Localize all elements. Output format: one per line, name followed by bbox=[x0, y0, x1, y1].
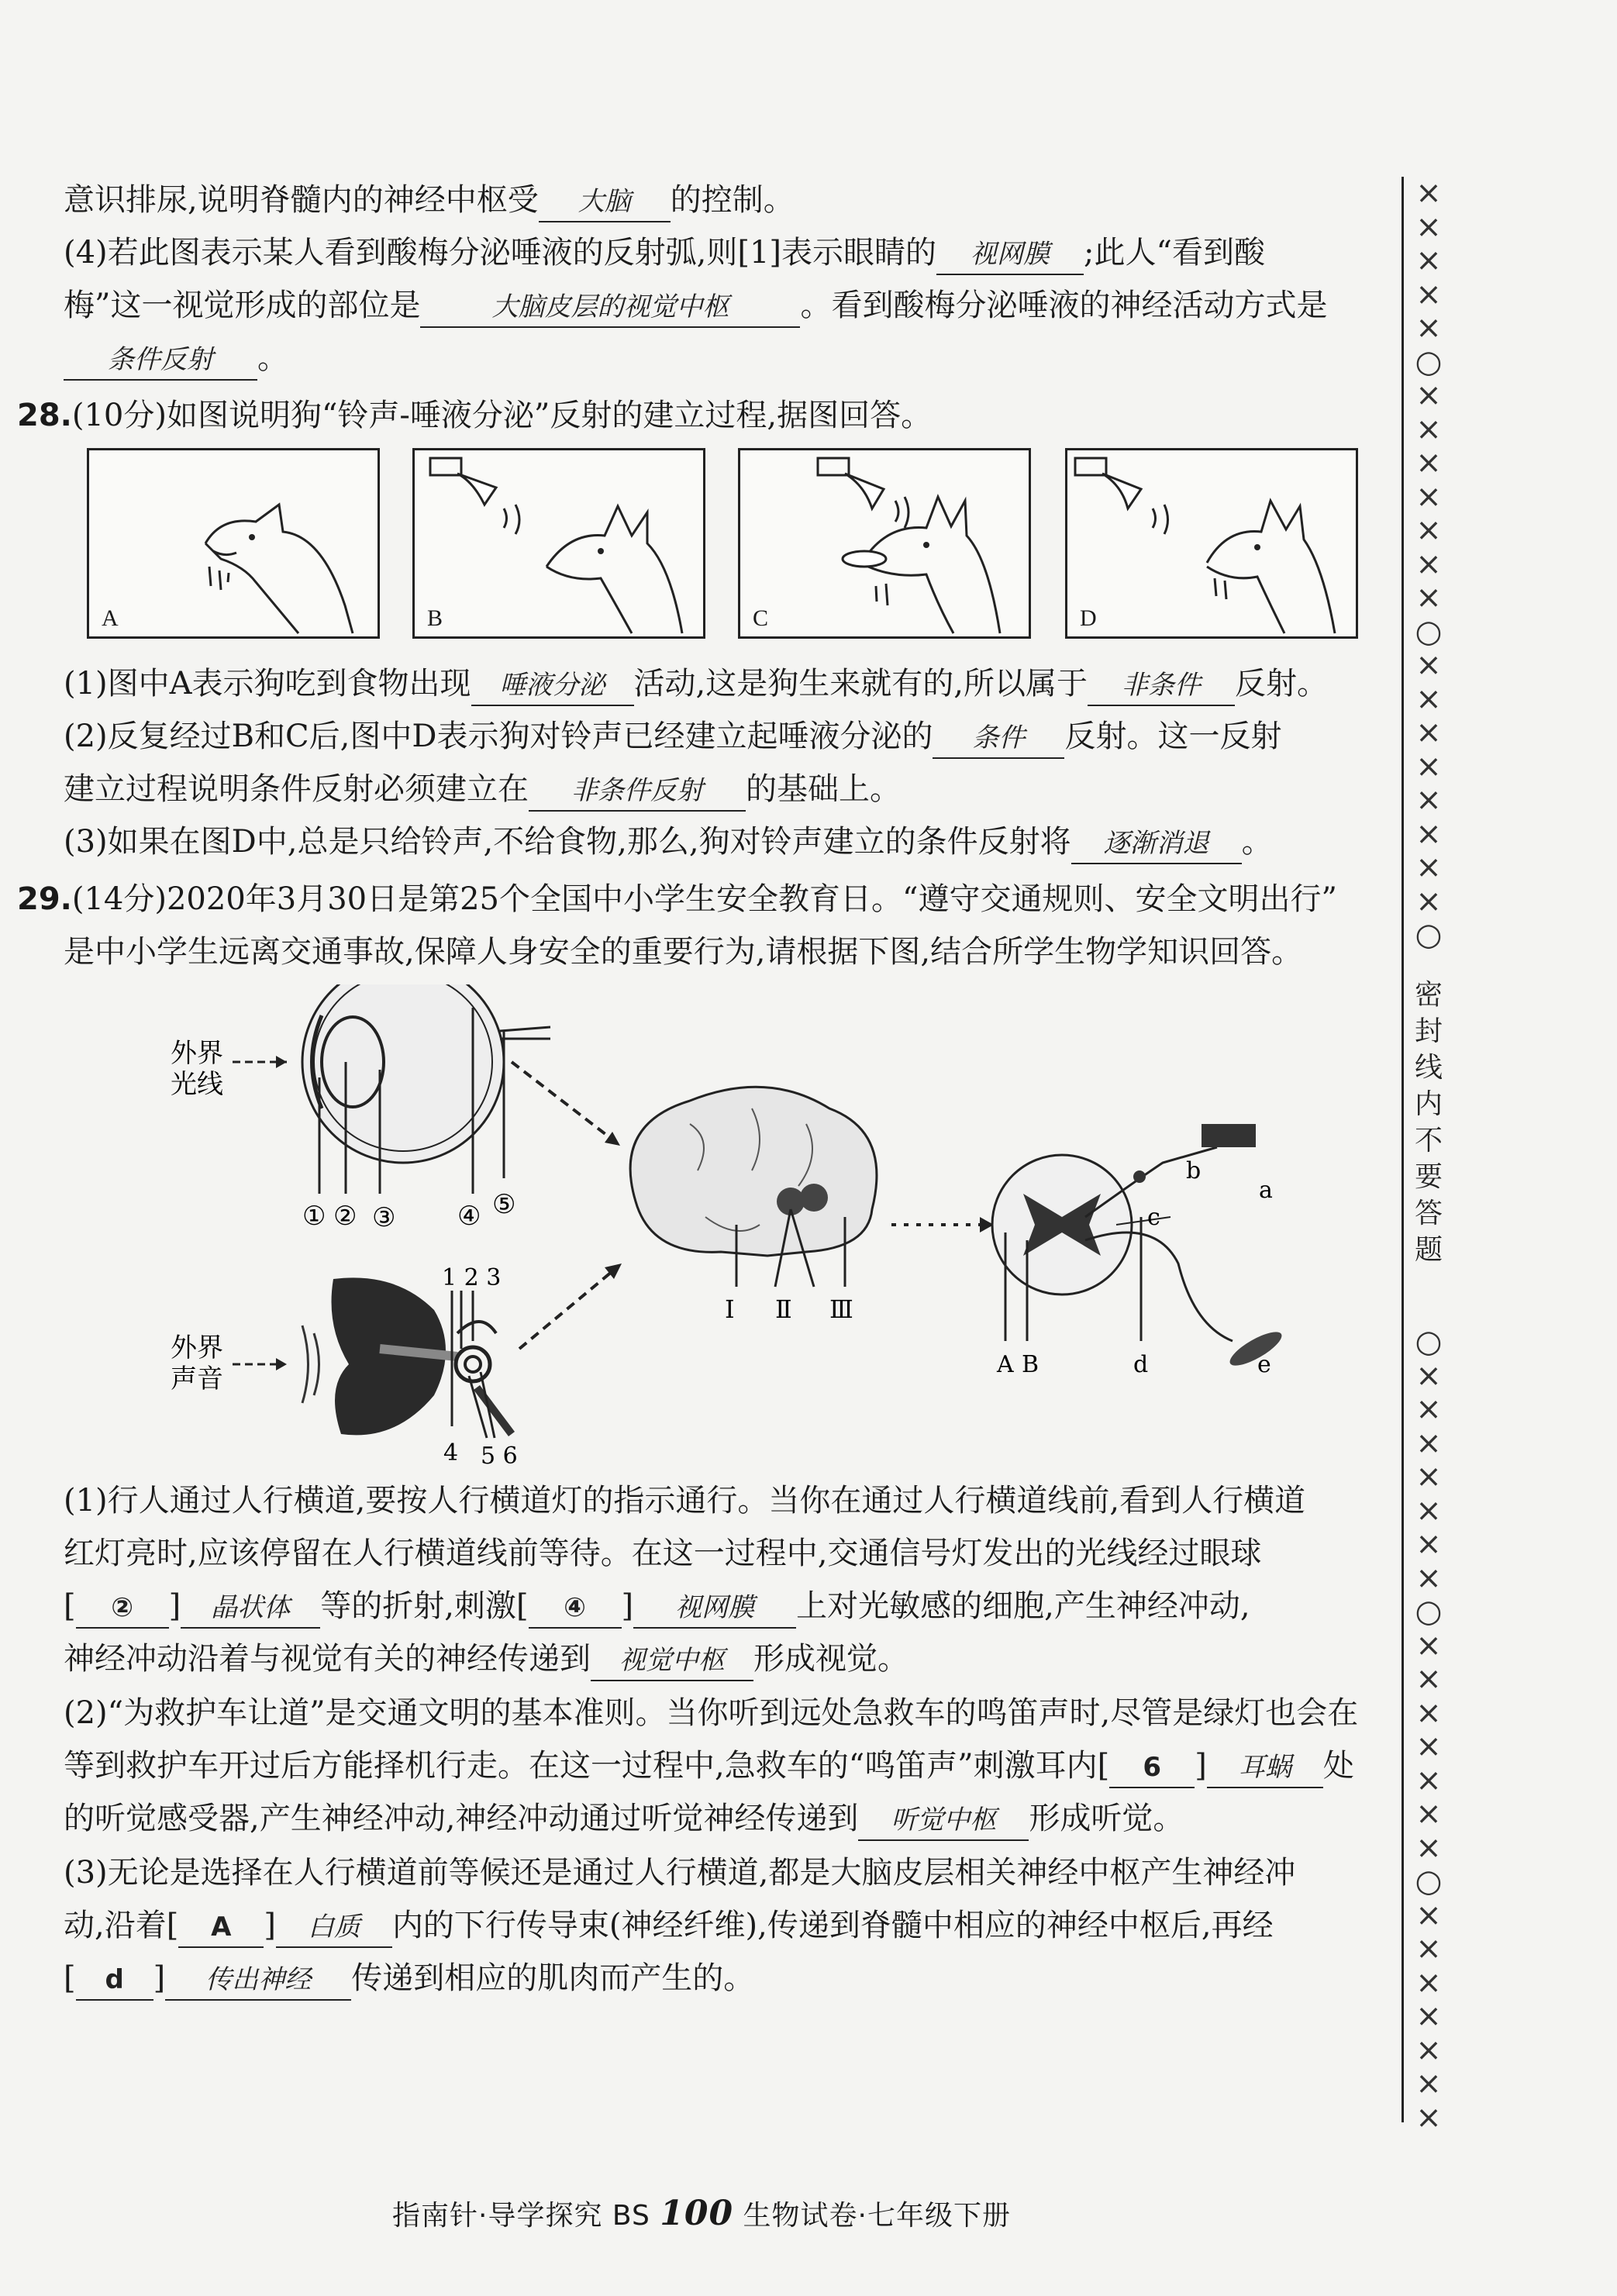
dog-eating-illustration bbox=[89, 450, 378, 636]
question-text: (14分)2020年3月30日是第25个全国中小学生安全教育日。“遵守交通规则、安全文明出行” bbox=[71, 881, 1337, 917]
line-text: 内的下行传导束(神经纤维),传递到脊髓中相应的神经中枢后,再经 bbox=[391, 1908, 1274, 1943]
sound-label: 声音 bbox=[171, 1363, 223, 1394]
eye-num: ④ bbox=[457, 1201, 481, 1232]
eye-part-numbers bbox=[302, 1189, 515, 1233]
line-text: 意识排尿,说明脊髓内的神经中枢受 bbox=[64, 182, 539, 218]
cord-label: c bbox=[1147, 1204, 1160, 1231]
answer-bracket: ④ bbox=[529, 1588, 622, 1629]
text-line bbox=[64, 1850, 1389, 1896]
answer-blank: 条件反射 bbox=[64, 340, 257, 381]
line-text: 上对光敏感的细胞,产生神经冲动, bbox=[796, 1588, 1250, 1624]
dog-panel-c bbox=[738, 448, 1031, 639]
eye-num: ② bbox=[333, 1201, 357, 1232]
dog-panel-b bbox=[412, 448, 705, 639]
text-line bbox=[64, 713, 1389, 760]
answer-bracket: 6 bbox=[1109, 1748, 1195, 1788]
panel-label: C bbox=[753, 605, 769, 631]
line-text: 。 bbox=[257, 340, 288, 376]
answer-blank: 非条件 bbox=[1088, 666, 1235, 706]
ear-top-numbers: 1 2 3 bbox=[442, 1264, 502, 1291]
answer-blank: 听觉中枢 bbox=[858, 1801, 1029, 1841]
line-text: 。 bbox=[1241, 824, 1273, 860]
line-text: 处 bbox=[1322, 1748, 1354, 1784]
eye-num: ① bbox=[302, 1201, 326, 1232]
text-line bbox=[64, 1795, 1389, 1842]
line-text: 反射。 bbox=[1234, 666, 1328, 702]
line-text: 形成视觉。 bbox=[753, 1641, 908, 1677]
line-text: 是中小学生远离交通事故,保障人身安全的重要行为,请根据下图,结合所学生物学知识回答。 bbox=[64, 934, 1303, 970]
line-text: 活动,这是狗生来就有的,所以属于 bbox=[633, 666, 1088, 702]
text-line: 等到救护车开过后方能择机行走。在这一过程中,急救车的“鸣笛声”刺激耳内[ 6 ] 耳蜗 处 bbox=[64, 1743, 1389, 1789]
line-text: 的听觉感受器,产生神经冲动,神经冲动通过听觉神经传递到 bbox=[64, 1801, 859, 1836]
brain-numbers bbox=[725, 1295, 853, 1324]
ear-num: 5 6 bbox=[481, 1443, 518, 1465]
panel-label: B bbox=[427, 605, 443, 631]
sense-pathway-diagram bbox=[147, 984, 1310, 1465]
brain-num: Ⅲ bbox=[829, 1295, 853, 1324]
panel-label: A bbox=[102, 605, 119, 631]
dog-bell-illustration bbox=[415, 450, 703, 636]
brain-num: Ⅰ bbox=[725, 1295, 735, 1324]
answer-blank: 视网膜 bbox=[633, 1588, 796, 1629]
eye-num: ③ bbox=[372, 1202, 396, 1233]
answer-bracket: d bbox=[76, 1960, 153, 2001]
answer-blank: 视网膜 bbox=[936, 235, 1084, 275]
answer-blank: 大脑 bbox=[539, 182, 671, 222]
light-label: 外界 bbox=[171, 1038, 223, 1069]
seal-marks-top: × × × × × ○ × × × × × × × ○ × × × × × × × × ○ bbox=[1415, 175, 1443, 953]
answer-bracket: A bbox=[178, 1908, 264, 1948]
cord-label: b bbox=[1186, 1157, 1202, 1184]
cord-label: d bbox=[1133, 1351, 1149, 1378]
answer-blank: 耳蜗 bbox=[1207, 1748, 1323, 1788]
answer-bracket: ② bbox=[76, 1588, 169, 1629]
answer-blank: 唾液分泌 bbox=[471, 666, 634, 706]
text-line bbox=[64, 229, 1389, 276]
text-line bbox=[64, 1530, 1389, 1577]
answer-blank: 非条件反射 bbox=[529, 771, 746, 812]
seal-marks-bottom: ○ × × × × × × × ○ × × × × × × × ○ × × × × × × × bbox=[1415, 1324, 1443, 2136]
dog-panel-a bbox=[87, 448, 380, 639]
text-line bbox=[64, 1690, 1389, 1736]
seal-notice: 密 封 线 内 不 要 答 题 bbox=[1414, 979, 1443, 1266]
footer-number: 100 bbox=[660, 2194, 734, 2233]
panel-label: D bbox=[1080, 605, 1097, 631]
eye-num: ⑤ bbox=[492, 1189, 516, 1220]
light-label: 光线 bbox=[171, 1069, 223, 1100]
line-text: 等到救护车开过后方能择机行走。在这一过程中,急救车的“鸣笛声”刺激耳内 bbox=[64, 1748, 1098, 1784]
text-line bbox=[64, 177, 1389, 223]
text-line bbox=[64, 929, 1389, 975]
line-text: (1)行人通过人行横道,要按人行横道灯的指示通行。当你在通过人行横道线前,看到人行横道 bbox=[64, 1483, 1306, 1519]
seal-line-margin bbox=[1402, 175, 1453, 2136]
text-line bbox=[64, 282, 1389, 329]
answer-blank: 大脑皮层的视觉中枢 bbox=[420, 288, 800, 328]
text-line bbox=[64, 335, 1389, 381]
footer-text: 指南针·导学探究 BS bbox=[392, 2200, 660, 2232]
line-text: 梅”这一视觉形成的部位是 bbox=[64, 288, 421, 323]
answer-blank: 视觉中枢 bbox=[591, 1641, 753, 1681]
text-line: [ ② ] 晶状体 等的折射,刺激[ ④ ] 视网膜 上对光敏感的细胞,产生神经冲动, bbox=[64, 1583, 1389, 1629]
question-28-stem bbox=[17, 392, 1343, 439]
text-line: [ d ] 传出神经 传递到相应的肌肉而产生的。 bbox=[64, 1955, 1389, 2001]
cord-label: e bbox=[1257, 1351, 1271, 1378]
line-text: 。看到酸梅分泌唾液的神经活动方式是 bbox=[800, 288, 1328, 323]
footer-text: 生物试卷·七年级下册 bbox=[733, 2200, 1011, 2232]
question-29-stem bbox=[17, 876, 1343, 922]
spinal-cord bbox=[992, 1124, 1286, 1371]
answer-blank: 白质 bbox=[276, 1908, 392, 1948]
line-text: 的控制。 bbox=[670, 182, 795, 218]
line-text: 动,沿着 bbox=[64, 1908, 167, 1943]
line-text: 形成听觉。 bbox=[1029, 1801, 1184, 1836]
line-text: (4)若此图表示某人看到酸梅分泌唾液的反射弧,则[1]表示眼睛的 bbox=[64, 235, 937, 271]
answer-blank: 传出神经 bbox=[165, 1960, 351, 2001]
sound-label: 外界 bbox=[171, 1332, 223, 1363]
ear-to-brain-arrow bbox=[519, 1271, 612, 1349]
text-line bbox=[64, 819, 1389, 865]
page-footer bbox=[0, 2194, 1403, 2233]
answer-blank: 条件 bbox=[933, 719, 1064, 759]
text-line bbox=[64, 766, 1389, 812]
line-text: 建立过程说明条件反射必须建立在 bbox=[64, 771, 529, 807]
cord-label: A bbox=[997, 1351, 1014, 1378]
line-text: 等的折射,刺激 bbox=[320, 1588, 516, 1624]
dog-bell-food-illustration bbox=[740, 450, 1029, 636]
line-text: (3)如果在图D中,总是只给铃声,不给食物,那么,狗对铃声建立的条件反射将 bbox=[64, 824, 1071, 860]
text-line: 动,沿着[ A ] 白质 内的下行传导束(神经纤维),传递到脊髓中相应的神经中枢后,再经 bbox=[64, 1902, 1389, 1949]
line-text: (3)无论是选择在人行横道前等候还是通过人行横道,都是大脑皮层相关神经中枢产生神经冲 bbox=[64, 1855, 1296, 1891]
question-number: 29. bbox=[17, 881, 72, 917]
line-text: (2)反复经过B和C后,图中D表示狗对铃声已经建立起唾液分泌的 bbox=[64, 719, 933, 754]
eye-to-brain-arrow bbox=[512, 1062, 612, 1139]
dog-panel-d bbox=[1065, 448, 1358, 639]
line-text: 传递到相应的肌肉而产生的。 bbox=[351, 1960, 755, 1996]
line-text: 神经冲动沿着与视觉有关的神经传递到 bbox=[64, 1641, 591, 1677]
answer-blank: 逐渐消退 bbox=[1071, 824, 1242, 864]
line-text: (1)图中A表示狗吃到食物出现 bbox=[64, 666, 471, 702]
text-line bbox=[64, 1636, 1389, 1682]
line-text: 的基础上。 bbox=[746, 771, 901, 807]
answer-blank: 晶状体 bbox=[181, 1588, 320, 1629]
question-number: 28. bbox=[17, 398, 72, 433]
eyeball bbox=[302, 984, 550, 1163]
text-line bbox=[64, 660, 1389, 707]
brain bbox=[630, 1087, 877, 1256]
brain-num: Ⅱ bbox=[775, 1295, 792, 1324]
question-text: (10分)如图说明狗“铃声-唾液分泌”反射的建立过程,据图回答。 bbox=[71, 398, 933, 433]
dog-salivating-bell-illustration bbox=[1067, 450, 1356, 636]
line-text: 反射。这一反射 bbox=[1064, 719, 1282, 754]
line-text: 红灯亮时,应该停留在人行横道线前等待。在这一过程中,交通信号灯发出的光线经过眼球 bbox=[64, 1536, 1262, 1571]
line-text: (2)“为救护车让道”是交通文明的基本准则。当你听到远处急救车的鸣笛声时,尽管是绿灯也会在 bbox=[64, 1695, 1359, 1731]
cord-label: a bbox=[1259, 1177, 1273, 1204]
cord-label: B bbox=[1022, 1351, 1040, 1378]
line-text: ;此人“看到酸 bbox=[1084, 235, 1265, 271]
ear-num: 4 bbox=[443, 1439, 459, 1465]
text-line bbox=[64, 1477, 1389, 1524]
